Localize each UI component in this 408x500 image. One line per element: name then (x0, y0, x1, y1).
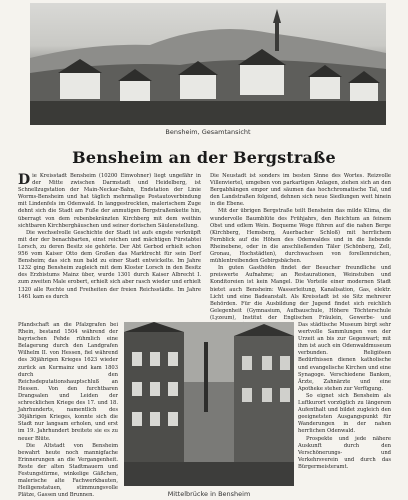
street-illustration (124, 322, 294, 486)
article-title: Bensheim an der Bergstraße (72, 148, 336, 167)
panorama-illustration (30, 3, 386, 125)
left-column-lower (18, 322, 118, 499)
bridge-street-photo (124, 322, 294, 486)
resort-paragraph: So eignet sich Bensheim als Luftkurort vorzüglich zu längerem Aufenthalt und bildet zugleich den geeignetsten Ausgangspunkt für Wanderungen in der nahen herrlichen Odenwald. (298, 392, 391, 435)
top-photo-caption: Bensheim, Gesamtansicht (165, 128, 251, 136)
drop-capital: D (18, 172, 31, 188)
old-town-paragraph: Die Altstadt von Bensheim bewahrt heute noch mannigfache Erinnerungen an die Vergangenheit. Reste der alten Stadtmauern und Festungstürme, winkelige Gäßchen, malerische alte Fachwerkbauten, Heiligenstatuen, stimmungsvolle Plätze, Gassen und Brunnen. (18, 442, 118, 499)
intro-paragraph: Die Kreisstadt Bensheim (10200 Einwohner) liegt ungefähr in der Mitte zwischen Darmstadt und Heidelberg, ist Schnellzugstation der Main-Neckar-Bahn, Endstation der Linie Worms-Bensheim und hat täglich mehrmalige Postautoverbindung mit Lindenfels im Odenwald. In langgestreckten, malerischem Zuge dehnt sich die Stadt am Fuße der anmutigen Bergstraßenkette hin, überragt von dem rebenbekränzten Kirchberg mit dem weithin sichtbaren Kirchberghäuschen und seiner dorischen Säulenstellung. (18, 172, 201, 229)
bottom-photo-caption: Mittelbrücke in Bensheim (167, 490, 251, 498)
museum-paragraph: Das städtische Museum birgt sehr wertvolle Sammlungen von der Urzeit an bis zur Gegenwart; mit ihm ist auch ein Odenwaldmuseum verbunden. Religiösen Bedürfnissen dienen katholische und evangelische Kirchen und eine Synagoge. Verschiedene Banken, Ärzte, Zahnärzte und eine Apotheke stehen zur Verfügung. (298, 322, 391, 392)
history-paragraph: Die wechselvolle Geschichte der Stadt ist aufs engste verknüpft mit der der benachbarten, einst reichen und mächtigen Fürstabtei Lorsch, zu deren Besitz sie gehörte. Der Abt Gerbod erhielt schon 956 vom Kaiser Otto dem Großen das Marktrecht für sein Dorf Bensheim; das sich nun bald zu einer Stadt entwickelte. Im Jahre 1232 ging Bensheim zugleich mit dem Kloster Lorsch in den Besitz des Erzbistums Mainz über, wurde 1301 durch Kaiser Albrecht I. zum zweiten Male erobert, erhielt sich aber rasch wieder und erhielt 1320 alle Rechte und Freiheiten der freien Reichsstädte. Im Jahre 1461 kam es durch (18, 229, 201, 300)
new-town-paragraph: Die Neustadt ist sonders im besten Sinne des Wortes. Reizvolle Villenviertel, umgeben von parkartigen Anlagen, ziehen sich an den Bergabhängen empor und säumen das hochchromatische Tal, und den Landstraßen folgend, dehnen sich neue Siedlungen weit hinein in die Ebene. (210, 173, 391, 208)
contact-paragraph: Prospekte und jede nähere Auskunft durch den Verschönerungs- und Verkehrsverein und durch das Bürgermeisteramt. (298, 435, 391, 470)
left-column-upper (18, 173, 201, 301)
right-column-upper (210, 173, 391, 329)
town-panorama-photo (30, 3, 386, 125)
history-continued-paragraph: Pfandschaft an die Pfalzgrafen bei Rhein, bestand 1504 während der bayrischen Fehde rühmlich eine Belagerung durch den Landgrafen Wilhelm II. von Hessen, fiel während des 30jährigen Krieges 1623 wieder zurück an Kurmainz und kam 1803 durch den Reichsdeputationshauptschluß an Hessen. Von den furchtbaren Drangsalen und Leiden der schrecklichen Kriege des 17. und 18. Jahrhunderts, namentlich des 30jährigen Krieges, konnte sich die Stadt nur langsam erholen, und erst im 19. Jahrhundert breitete sie es zu neuer Blüte. (18, 322, 118, 442)
climate-paragraph: Mit der übrigen Bergstraße teilt Bensheim das milde Klima, die wundervolle Baumblüte des Frühjahrs, den Reichtum an feinem Obst und edlem Wein. Bequeme Wege führen auf die nahen Berge (Kirchberg, Hemsberg, Auerbacher Schloß) mit herrlichem Fernblick auf die Höhen des Odenwaldes und in die liebende Rheinebene, oder in die anschließenden Täler (Schönberg, Zell, Gronau, Hochstädten), durchwachsen von forellenreichen, mühlentreibenden Gebirgsbächen. (210, 208, 391, 265)
right-column-lower (298, 322, 391, 471)
amenities-paragraph: In guten Gasthöfen findet der Besucher freundliche und preiswerte Aufnahme; an Restaurationen, Weinstuben und Konditoreien ist kein Mangel. Die Vorteile einer modernen Stadt bietet auch Bensheim: Wasserleitung, Kanalisation, Gas, elektr. Licht und eine Badeanstalt. Als Kreisstadt ist sie Sitz mehrerer Behörden. Für die Ausbildung der Jugend findet sich reichlich Gelegenheit (Gymnasium, Aufbauschule, Höhere Töchterschule (Lyzeum), Institut der Englischen Fräulein, Gewerbe- und (210, 265, 391, 321)
